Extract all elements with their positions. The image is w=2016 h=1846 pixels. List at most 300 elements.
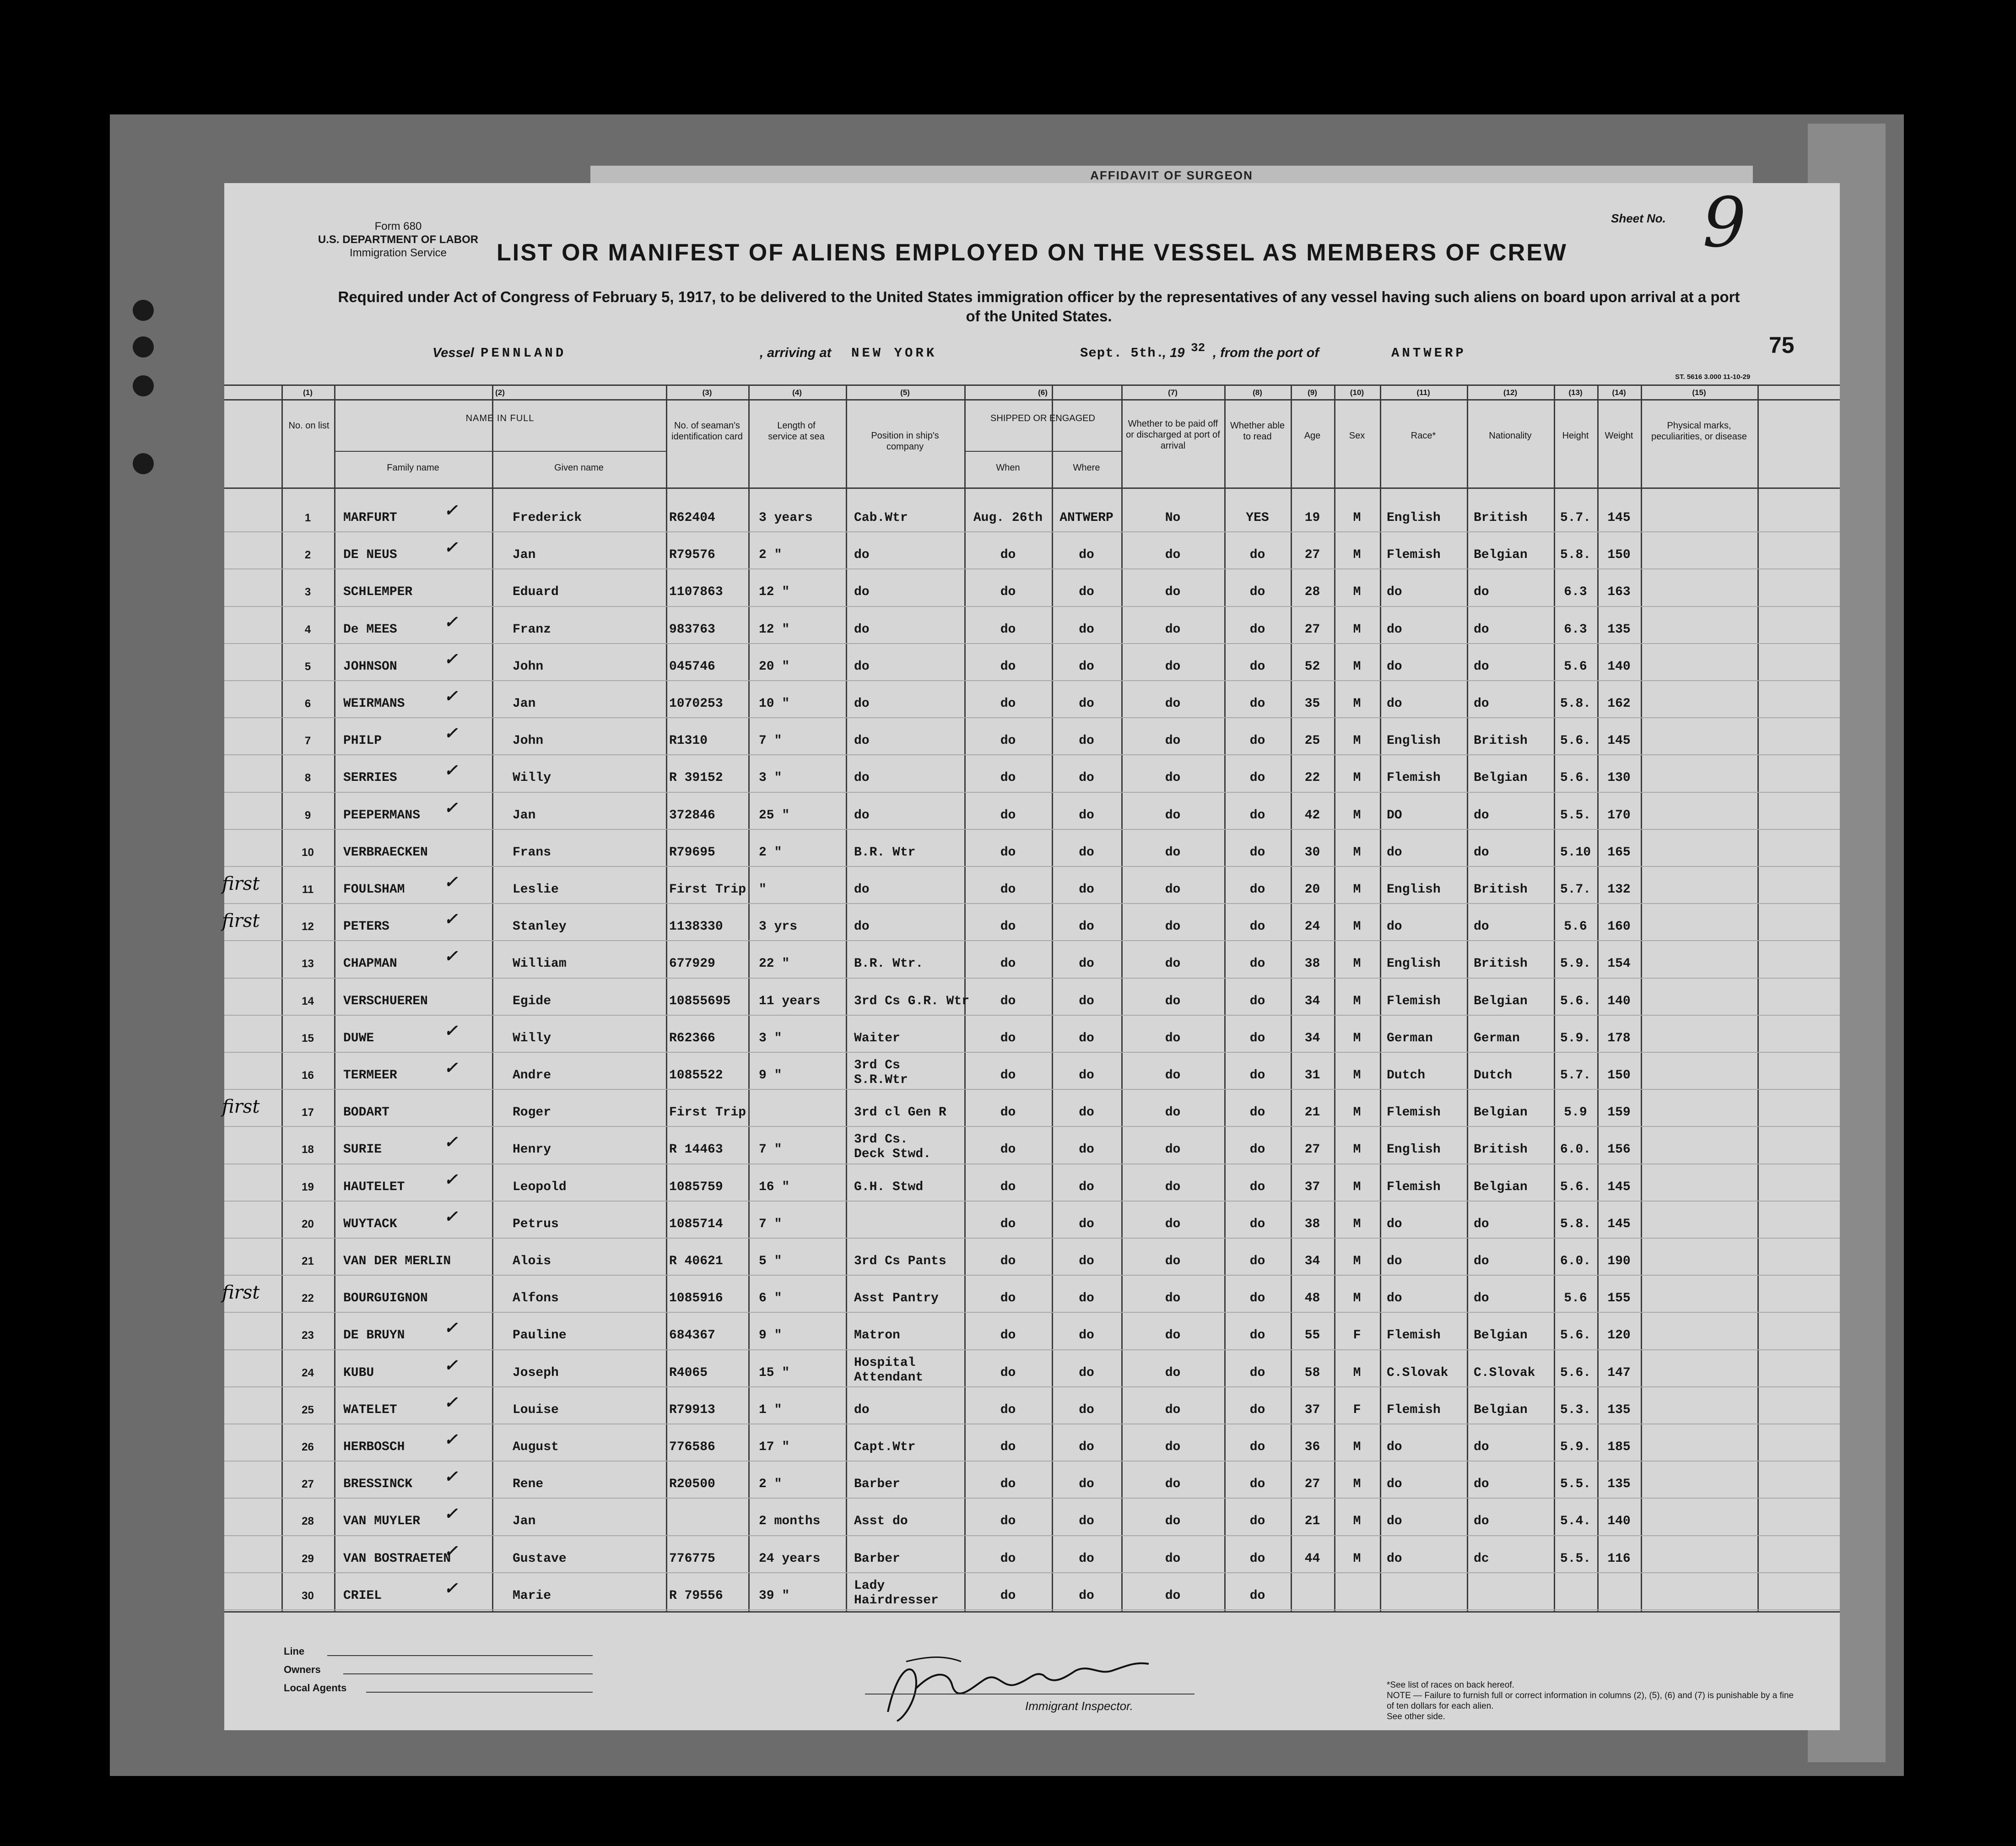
cell-age: 37 <box>1304 1402 1320 1417</box>
cell-race: English <box>1387 1142 1441 1157</box>
cell-card: 1085916 <box>669 1291 723 1306</box>
cell-length: 7 " <box>759 1142 782 1157</box>
check-mark-icon: ✓ <box>444 1504 458 1523</box>
cell-height: 5.10 <box>1560 845 1591 860</box>
cell-position: 3rd Cs. Deck Stwd. <box>854 1132 931 1162</box>
cell-where: do <box>1079 920 1094 934</box>
cell-position: do <box>854 697 870 711</box>
cell-card: R62366 <box>669 1031 715 1045</box>
cell-where: do <box>1079 1365 1094 1380</box>
page-number: 75 <box>1769 332 1794 358</box>
cell-paid: do <box>1165 1588 1181 1603</box>
cell-weight: 140 <box>1607 994 1631 1008</box>
cell-sex: M <box>1353 1365 1361 1380</box>
cell-height: 5.6. <box>1560 771 1591 785</box>
cell-age: 21 <box>1304 1514 1320 1529</box>
cell-weight: 132 <box>1607 882 1631 897</box>
cell-position: do <box>854 548 870 563</box>
line-label: Line <box>284 1646 305 1657</box>
cell-read: do <box>1249 548 1265 563</box>
colnum-10: (10) <box>1350 388 1364 397</box>
cell-position: do <box>854 920 870 934</box>
cell-given: Louise <box>513 1402 559 1417</box>
cell-race: do <box>1387 697 1402 711</box>
cell-where: do <box>1079 1402 1094 1417</box>
table-row <box>224 908 1840 945</box>
hdr-given-name: Given name <box>554 463 604 473</box>
footer-note: *See list of races on back hereof. NOTE — Failure to furnish full or correct information in columns (2), (5), (6) and (7) is punishable by a fine of ten dollars for each alien. See other side. <box>1387 1680 1794 1721</box>
cell-read: do <box>1249 1031 1265 1045</box>
cell-sex: M <box>1353 1068 1361 1083</box>
hdr-where: Where <box>1073 463 1100 473</box>
binder-hole <box>133 375 154 396</box>
cell-read: do <box>1249 1105 1265 1120</box>
cell-when: do <box>1000 1031 1016 1045</box>
cell-sex: M <box>1353 845 1361 860</box>
cell-age: 21 <box>1304 1105 1320 1120</box>
cell-where: do <box>1079 1551 1094 1566</box>
cell-card: 10855695 <box>669 994 731 1008</box>
check-mark-icon: ✓ <box>444 1318 458 1337</box>
cell-race: do <box>1387 1217 1402 1231</box>
cell-age: 34 <box>1304 994 1320 1008</box>
cell-card: 677929 <box>669 957 715 971</box>
check-mark-icon: ✓ <box>444 1132 458 1152</box>
cell-age: 52 <box>1304 659 1320 674</box>
cell-length: 2 months <box>759 1514 821 1529</box>
cell-paid: do <box>1165 697 1181 711</box>
cell-given: Alois <box>513 1254 551 1268</box>
cell-where: do <box>1079 1142 1094 1157</box>
cell-paid: do <box>1165 1031 1181 1045</box>
cell-given: Jan <box>513 548 536 563</box>
cell-height: 5.8. <box>1560 697 1591 711</box>
cell-no: 2 <box>304 549 311 562</box>
cell-age: 36 <box>1304 1440 1320 1454</box>
cell-position: Matron <box>854 1328 900 1343</box>
cell-paid: do <box>1165 1477 1181 1492</box>
cell-age: 22 <box>1304 771 1320 785</box>
cell-weight: 160 <box>1607 920 1631 934</box>
cell-card: 1107863 <box>669 585 723 600</box>
cell-position: do <box>854 771 870 785</box>
cell-position: 3rd cl Gen R <box>854 1105 946 1120</box>
cell-given: Frederick <box>513 511 582 525</box>
cell-where: do <box>1079 697 1094 711</box>
cell-read: do <box>1249 1328 1265 1343</box>
cell-card: 1085714 <box>669 1217 723 1231</box>
cell-no: 24 <box>302 1366 314 1379</box>
cell-race: DO <box>1387 808 1402 823</box>
cell-read: do <box>1249 1254 1265 1268</box>
cell-race: Flemish <box>1387 1180 1441 1194</box>
cell-weight: 150 <box>1607 548 1631 563</box>
cell-where: do <box>1079 548 1094 563</box>
cell-no: 30 <box>302 1589 314 1602</box>
cell-where: do <box>1079 1514 1094 1529</box>
cell-paid: do <box>1165 585 1181 600</box>
hdr-id-card: No. of seaman's identification card <box>671 421 743 442</box>
cell-position: 3rd Cs G.R. Wtr <box>854 994 970 1008</box>
cell-sex: F <box>1353 1402 1361 1417</box>
cell-card: R20500 <box>669 1477 715 1492</box>
cell-race: do <box>1387 1514 1402 1529</box>
cell-card: 983763 <box>669 622 715 637</box>
cell-given: Jan <box>513 1514 536 1529</box>
cell-nationality: do <box>1474 1440 1489 1454</box>
cell-height: 6.3 <box>1564 585 1587 600</box>
cell-height: 6.3 <box>1564 622 1587 637</box>
cell-age: 35 <box>1304 697 1320 711</box>
cell-length: 3 years <box>759 511 813 525</box>
cell-no: 12 <box>302 920 314 933</box>
arrival-date: Sept. 5th. <box>1080 346 1165 361</box>
cell-no: 4 <box>304 623 311 636</box>
check-mark-icon: ✓ <box>444 1430 458 1449</box>
cell-race: do <box>1387 1440 1402 1454</box>
cell-sex: M <box>1353 1217 1361 1231</box>
table-row <box>224 834 1840 871</box>
cell-family: WATELET <box>343 1402 397 1417</box>
cell-paid: No <box>1165 511 1181 525</box>
cell-where: do <box>1079 1477 1094 1492</box>
cell-family: SERRIES <box>343 771 397 785</box>
cell-age: 42 <box>1304 808 1320 823</box>
cell-when: do <box>1000 1328 1016 1343</box>
cell-card: 684367 <box>669 1328 715 1343</box>
cell-race: Flemish <box>1387 1402 1441 1417</box>
cell-sex: M <box>1353 1142 1361 1157</box>
cell-position: G.H. Stwd <box>854 1180 924 1194</box>
cell-sex: M <box>1353 585 1361 600</box>
cell-read: do <box>1249 994 1265 1008</box>
cell-height: 5.9 <box>1564 1105 1587 1120</box>
cell-length: 17 " <box>759 1440 790 1454</box>
cell-card: R 40621 <box>669 1254 723 1268</box>
cell-where: do <box>1079 1105 1094 1120</box>
cell-when: do <box>1000 1402 1016 1417</box>
cell-given: Eduard <box>513 585 559 600</box>
cell-weight: 163 <box>1607 585 1631 600</box>
cell-length: 3 " <box>759 1031 782 1045</box>
cell-height: 5.6 <box>1564 920 1587 934</box>
hdr-race: Race* <box>1411 431 1436 441</box>
cell-no: 15 <box>302 1032 314 1045</box>
cell-weight: 135 <box>1607 1402 1631 1417</box>
cell-given: John <box>513 734 544 748</box>
cell-card: R79913 <box>669 1402 715 1417</box>
cell-no: 18 <box>302 1143 314 1156</box>
cell-age: 27 <box>1304 1477 1320 1492</box>
cell-nationality: Belgian <box>1474 1105 1528 1120</box>
cell-given: Alfons <box>513 1291 559 1306</box>
cell-given: Marie <box>513 1588 551 1603</box>
cell-race: English <box>1387 734 1441 748</box>
cell-when: do <box>1000 1217 1016 1231</box>
colnum-1: (1) <box>303 388 313 397</box>
table-row <box>224 796 1840 834</box>
cell-given: Frans <box>513 845 551 860</box>
cell-sex: F <box>1353 1328 1361 1343</box>
cell-sex: M <box>1353 994 1361 1008</box>
cell-nationality: Belgian <box>1474 1180 1528 1194</box>
owners-label: Owners <box>284 1664 321 1675</box>
table-row <box>224 982 1840 1020</box>
cell-card: 776586 <box>669 1440 715 1454</box>
cell-length: 39 " <box>759 1588 790 1603</box>
cell-family: DUWE <box>343 1031 374 1045</box>
cell-card: First Trip <box>669 1105 746 1120</box>
check-mark-icon: ✓ <box>444 1541 458 1560</box>
cell-sex: M <box>1353 622 1361 637</box>
cell-where: ANTWERP <box>1059 511 1113 525</box>
cell-age: 25 <box>1304 734 1320 748</box>
service: Immigration Service <box>349 247 447 259</box>
cell-where: do <box>1079 585 1094 600</box>
cell-position: do <box>854 1402 870 1417</box>
cell-length: 15 " <box>759 1365 790 1380</box>
cell-age: 27 <box>1304 548 1320 563</box>
cell-race: do <box>1387 1477 1402 1492</box>
table-row <box>224 1354 1840 1391</box>
cell-paid: do <box>1165 659 1181 674</box>
table-row <box>224 648 1840 685</box>
cell-race: Flemish <box>1387 994 1441 1008</box>
cell-nationality: British <box>1474 511 1528 525</box>
cell-sex: M <box>1353 808 1361 823</box>
cell-length: 2 " <box>759 845 782 860</box>
cell-family: De MEES <box>343 622 397 637</box>
cell-no: 7 <box>304 735 311 747</box>
vessel-label: Vessel <box>432 346 474 360</box>
cell-no: 8 <box>304 772 311 785</box>
arriving-port: NEW YORK <box>851 346 937 361</box>
cell-family: BODART <box>343 1105 389 1120</box>
cell-nationality: do <box>1474 920 1489 934</box>
cell-when: do <box>1000 1588 1016 1603</box>
cell-where: do <box>1079 957 1094 971</box>
cell-weight: 185 <box>1607 1440 1631 1454</box>
cell-read: do <box>1249 1514 1265 1529</box>
cell-nationality: do <box>1474 845 1489 860</box>
cell-family: VAN BOSTRAETEN <box>343 1551 451 1566</box>
department: U.S. DEPARTMENT OF LABOR <box>318 233 479 246</box>
top-strip <box>590 166 1753 183</box>
inspector-signature <box>879 1643 1162 1730</box>
cell-where: do <box>1079 845 1094 860</box>
table-row <box>224 1242 1840 1280</box>
cell-length: 12 " <box>759 585 790 600</box>
check-mark-icon: ✓ <box>444 501 458 520</box>
cell-nationality: German <box>1474 1031 1520 1045</box>
cell-no: 23 <box>302 1329 314 1342</box>
table-row <box>224 1391 1840 1429</box>
cell-read: do <box>1249 808 1265 823</box>
cell-read: do <box>1249 1588 1265 1603</box>
cell-height: 5.5. <box>1560 808 1591 823</box>
cell-where: do <box>1079 1217 1094 1231</box>
cell-sex: M <box>1353 734 1361 748</box>
cell-weight: 135 <box>1607 622 1631 637</box>
cell-family: BRESSINCK <box>343 1477 413 1492</box>
cell-no: 10 <box>302 846 314 859</box>
cell-paid: do <box>1165 1254 1181 1268</box>
cell-position: do <box>854 585 870 600</box>
cell-when: do <box>1000 1477 1016 1492</box>
cell-no: 28 <box>302 1515 314 1528</box>
cell-given: Roger <box>513 1105 551 1120</box>
table-row <box>224 499 1840 536</box>
cell-where: do <box>1079 1031 1094 1045</box>
cell-given: William <box>513 957 567 971</box>
cell-race: do <box>1387 659 1402 674</box>
cell-position: Waiter <box>854 1031 900 1045</box>
cell-length: 2 " <box>759 548 782 563</box>
cell-position: 3rd Cs Pants <box>854 1254 946 1268</box>
cell-read: do <box>1249 845 1265 860</box>
cell-when: do <box>1000 1514 1016 1529</box>
table-row <box>224 611 1840 648</box>
cell-length: 7 " <box>759 1217 782 1231</box>
check-mark-icon: ✓ <box>444 1392 458 1412</box>
cell-nationality: Belgian <box>1474 994 1528 1008</box>
from-port: ANTWERP <box>1391 346 1466 361</box>
cell-no: 13 <box>302 958 314 970</box>
cell-when: do <box>1000 1365 1016 1380</box>
cell-sex: M <box>1353 659 1361 674</box>
cell-given: Andre <box>513 1068 551 1083</box>
cell-card: R79576 <box>669 548 715 563</box>
cell-family: MARFURT <box>343 511 397 525</box>
cell-no: 20 <box>302 1218 314 1230</box>
cell-card: First Trip <box>669 882 746 897</box>
cell-paid: do <box>1165 734 1181 748</box>
cell-weight: 145 <box>1607 1217 1631 1231</box>
colnum-11: (11) <box>1416 388 1430 397</box>
cell-weight: 178 <box>1607 1031 1631 1045</box>
cell-family: VAN DER MERLIN <box>343 1254 451 1268</box>
cell-age: 24 <box>1304 920 1320 934</box>
hdr-no-on-list: No. on list <box>288 421 330 431</box>
cell-card: 1070253 <box>669 697 723 711</box>
check-mark-icon: ✓ <box>444 724 458 743</box>
margin-note: first <box>222 1096 260 1118</box>
cell-length: 2 " <box>759 1477 782 1492</box>
cell-nationality: Belgian <box>1474 1402 1528 1417</box>
cell-height: 5.9. <box>1560 1440 1591 1454</box>
cell-sex: M <box>1353 1291 1361 1306</box>
cell-paid: do <box>1165 1365 1181 1380</box>
cell-no: 27 <box>302 1478 314 1491</box>
form-code: ST. 5616 3.000 11-10-29 <box>1675 373 1751 381</box>
cell-paid: do <box>1165 1068 1181 1083</box>
colnum-9: (9) <box>1308 388 1317 397</box>
cell-weight: 147 <box>1607 1365 1631 1380</box>
cell-sex: M <box>1353 920 1361 934</box>
cell-paid: do <box>1165 771 1181 785</box>
cell-card: 1085522 <box>669 1068 723 1083</box>
check-mark-icon: ✓ <box>444 1355 458 1375</box>
form-number: Form 680 <box>374 220 422 233</box>
cell-paid: do <box>1165 957 1181 971</box>
cell-weight: 130 <box>1607 771 1631 785</box>
check-mark-icon: ✓ <box>444 872 458 891</box>
cell-paid: do <box>1165 1551 1181 1566</box>
cell-where: do <box>1079 622 1094 637</box>
cell-height: 5.6. <box>1560 1180 1591 1194</box>
colnum-15: (15) <box>1692 388 1706 397</box>
cell-position: do <box>854 808 870 823</box>
cell-sex: M <box>1353 771 1361 785</box>
cell-sex: M <box>1353 511 1361 525</box>
cell-given: Rene <box>513 1477 544 1492</box>
cell-position: do <box>854 882 870 897</box>
line-field <box>327 1655 593 1656</box>
check-mark-icon: ✓ <box>444 1058 458 1077</box>
cell-paid: do <box>1165 1514 1181 1529</box>
cell-given: John <box>513 659 544 674</box>
table-row <box>224 1094 1840 1131</box>
table-row <box>224 685 1840 722</box>
cell-no: 16 <box>302 1069 314 1082</box>
cell-read: do <box>1249 1402 1265 1417</box>
cell-race: Flemish <box>1387 771 1441 785</box>
cell-nationality: Dutch <box>1474 1068 1513 1083</box>
cell-weight: 154 <box>1607 957 1631 971</box>
cell-card: 372846 <box>669 808 715 823</box>
cell-no: 17 <box>302 1106 314 1119</box>
cell-weight: 135 <box>1607 1477 1631 1492</box>
cell-position: Barber <box>854 1477 900 1492</box>
hdr-shipped: SHIPPED OR ENGAGED <box>990 413 1095 423</box>
cell-length: 16 " <box>759 1180 790 1194</box>
cell-position: do <box>854 734 870 748</box>
margin-note: first <box>222 873 260 894</box>
cell-given: Stanley <box>513 920 567 934</box>
cell-family: TERMEER <box>343 1068 397 1083</box>
cell-paid: do <box>1165 845 1181 860</box>
cell-race: C.Slovak <box>1387 1365 1448 1380</box>
cell-height: 5.5. <box>1560 1477 1591 1492</box>
cell-sex: M <box>1353 1514 1361 1529</box>
binder-hole <box>133 300 154 321</box>
cell-weight: 120 <box>1607 1328 1631 1343</box>
cell-family: PETERS <box>343 920 389 934</box>
cell-nationality: do <box>1474 622 1489 637</box>
check-mark-icon: ✓ <box>444 612 458 631</box>
cell-when: do <box>1000 1105 1016 1120</box>
cell-weight: 162 <box>1607 697 1631 711</box>
cell-length: 22 " <box>759 957 790 971</box>
cell-when: do <box>1000 585 1016 600</box>
cell-height: 5.8. <box>1560 1217 1591 1231</box>
cell-family: FOULSHAM <box>343 882 405 897</box>
table-row <box>224 1279 1840 1317</box>
cell-age: 38 <box>1304 957 1320 971</box>
table-row <box>224 1056 1840 1094</box>
cell-when: do <box>1000 1291 1016 1306</box>
cell-paid: do <box>1165 622 1181 637</box>
cell-card: R62404 <box>669 511 715 525</box>
colnum-rule <box>224 399 1840 401</box>
cell-family: PHILP <box>343 734 382 748</box>
cell-where: do <box>1079 1180 1094 1194</box>
cell-paid: do <box>1165 808 1181 823</box>
table-row <box>224 573 1840 611</box>
cell-family: KUBU <box>343 1365 374 1380</box>
cell-paid: do <box>1165 1440 1181 1454</box>
footer <box>224 1625 1840 1730</box>
